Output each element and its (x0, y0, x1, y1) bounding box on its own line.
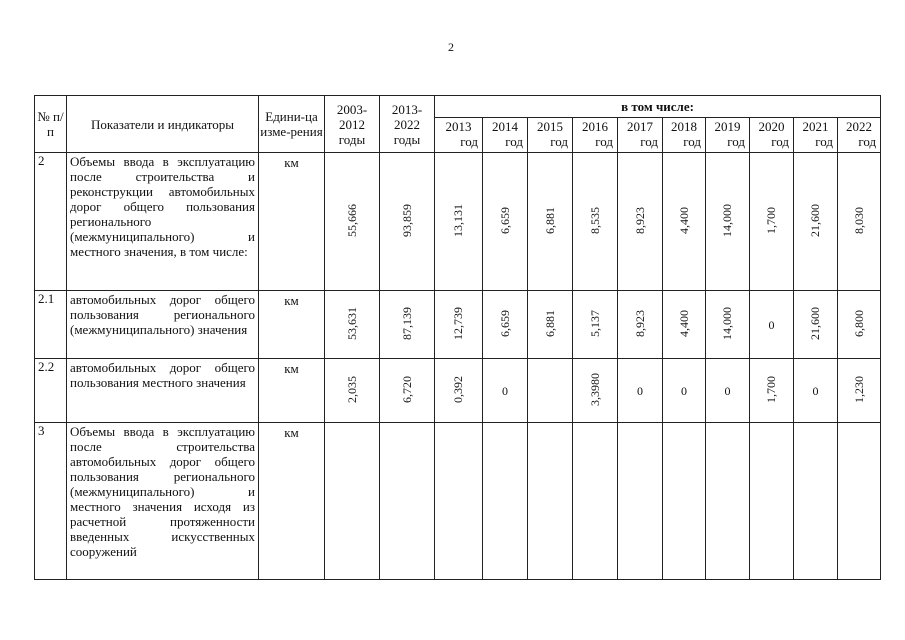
value-year-2014 (483, 291, 528, 359)
value-year-2021 (794, 359, 838, 423)
value-year-2015 (528, 423, 573, 580)
year-value: 0 (637, 383, 643, 398)
value-year-2020 (750, 291, 794, 359)
header-unit: Едини-ца изме-рения (259, 96, 325, 153)
value-year-2017 (618, 359, 663, 423)
year-value: 0 (768, 317, 775, 332)
year-value: 1,230 (851, 375, 866, 403)
value-period-2003-2012-value: 2,035 (344, 375, 359, 403)
year-value: 13,131 (451, 203, 465, 237)
table-row (35, 153, 881, 291)
value-year-2017 (618, 153, 663, 291)
indicators-table (34, 95, 881, 580)
table-row (35, 423, 881, 580)
value-year-2018 (663, 291, 706, 359)
value-period-2013-2022 (380, 153, 435, 291)
year-value: 6,659 (497, 309, 512, 337)
row-description: Объемы ввода в эксплуатацию после строительства автомобильных дорог общего пользования регионального (межмуниципального) и местного значения исходя из расчетной протяженности введенных искусственных сооружений (67, 423, 259, 580)
value-year-2015 (528, 359, 573, 423)
table-row (35, 291, 881, 359)
year-value: 6,881 (542, 206, 557, 234)
value-period-2003-2012 (325, 153, 380, 291)
value-year-2020 (750, 359, 794, 423)
row-number: 3 (35, 423, 67, 580)
value-year-2014 (483, 359, 528, 423)
year-value: 8,923 (632, 206, 647, 234)
value-year-2013 (435, 423, 483, 580)
value-year-2015 (528, 291, 573, 359)
value-year-2020 (750, 153, 794, 291)
value-year-2022 (838, 291, 881, 359)
year-value: 14,000 (720, 203, 734, 237)
row-description: Объемы ввода в эксплуатацию после строительства и реконструкции автомобильных дорог общего пользования регионального (межмуниципального) и местного значения, в том числе: (67, 153, 259, 291)
year-value: 1,700 (764, 206, 778, 234)
value-year-2019 (706, 291, 750, 359)
value-period-2003-2012-value: 53,631 (344, 306, 359, 340)
row-number: 2 (35, 153, 67, 291)
header-year: 2015 год (528, 118, 573, 153)
value-year-2013 (435, 359, 483, 423)
row-unit: км (259, 423, 325, 580)
year-value: 4,400 (676, 309, 691, 337)
value-year-2016 (573, 153, 618, 291)
value-year-2015 (528, 153, 573, 291)
value-period-2003-2012 (325, 359, 380, 423)
header-year: 2016 год (573, 118, 618, 153)
year-value: 21,600 (808, 306, 822, 340)
year-value: 8,923 (632, 309, 647, 337)
value-year-2021 (794, 153, 838, 291)
value-period-2013-2022 (380, 359, 435, 423)
table-row (35, 359, 881, 423)
row-description: автомобильных дорог общего пользования регионального (межмуниципального) значения (67, 291, 259, 359)
value-year-2016 (573, 359, 618, 423)
year-value: 14,000 (720, 306, 734, 340)
value-year-2019 (706, 423, 750, 580)
page-number: 2 (448, 40, 454, 54)
row-unit: км (259, 153, 325, 291)
header-indicator: Показатели и индикаторы (67, 96, 259, 153)
header-year: 2020 год (750, 118, 794, 153)
value-year-2022 (838, 359, 881, 423)
value-period-2013-2022-value: 93,859 (399, 203, 414, 237)
header-year: 2014 год (483, 118, 528, 153)
year-value: 4,400 (676, 206, 691, 234)
value-period-2003-2012 (325, 291, 380, 359)
value-year-2017 (618, 291, 663, 359)
table-header (35, 96, 881, 153)
row-unit: км (259, 291, 325, 359)
value-year-2019 (706, 153, 750, 291)
year-value: 0 (502, 383, 508, 398)
year-value: 0 (681, 383, 687, 398)
value-year-2019 (706, 359, 750, 423)
value-year-2021 (794, 291, 838, 359)
value-period-2003-2012 (325, 423, 380, 580)
year-value: 5,137 (587, 309, 602, 337)
header-year: 2022 год (838, 118, 881, 153)
header-year: 2018 год (663, 118, 706, 153)
year-value: 0 (724, 383, 731, 398)
value-year-2016 (573, 423, 618, 580)
value-period-2013-2022 (380, 423, 435, 580)
value-year-2022 (838, 423, 881, 580)
header-year: 2021 год (794, 118, 838, 153)
year-value: 0 (812, 383, 819, 398)
value-year-2013 (435, 291, 483, 359)
year-value: 12,739 (451, 306, 465, 340)
year-value: 6,800 (851, 309, 866, 337)
year-value: 8,030 (851, 206, 866, 234)
year-value: 8,535 (587, 206, 602, 234)
year-value: 0,392 (451, 375, 465, 403)
header-period-2013-2022: 2013-2022 годы (380, 96, 435, 153)
header-including: в том числе: (435, 96, 881, 118)
value-year-2016 (573, 291, 618, 359)
header-num: № п/п (35, 96, 67, 153)
value-period-2013-2022-value: 6,720 (399, 375, 414, 403)
row-number: 2.2 (35, 359, 67, 423)
value-year-2014 (483, 153, 528, 291)
value-period-2013-2022-value: 87,139 (399, 306, 414, 340)
header-year: 2017 год (618, 118, 663, 153)
value-year-2013 (435, 153, 483, 291)
value-year-2017 (618, 423, 663, 580)
value-year-2021 (794, 423, 838, 580)
value-year-2014 (483, 423, 528, 580)
year-value: 21,600 (808, 203, 822, 237)
header-period-2003-2012: 2003-2012 годы (325, 96, 380, 153)
year-value: 1,700 (764, 375, 778, 403)
value-year-2018 (663, 359, 706, 423)
row-number: 2.1 (35, 291, 67, 359)
value-period-2003-2012-value: 55,666 (344, 203, 359, 237)
value-year-2022 (838, 153, 881, 291)
year-value: 6,659 (497, 206, 512, 234)
value-year-2018 (663, 423, 706, 580)
value-period-2013-2022 (380, 291, 435, 359)
year-value: 6,881 (542, 309, 557, 337)
value-year-2018 (663, 153, 706, 291)
header-year: 2013 год (435, 118, 483, 153)
value-year-2020 (750, 423, 794, 580)
year-value: 3,3980 (587, 372, 602, 406)
row-unit: км (259, 359, 325, 423)
header-year: 2019 год (706, 118, 750, 153)
row-description: автомобильных дорог общего пользования местного значения (67, 359, 259, 423)
